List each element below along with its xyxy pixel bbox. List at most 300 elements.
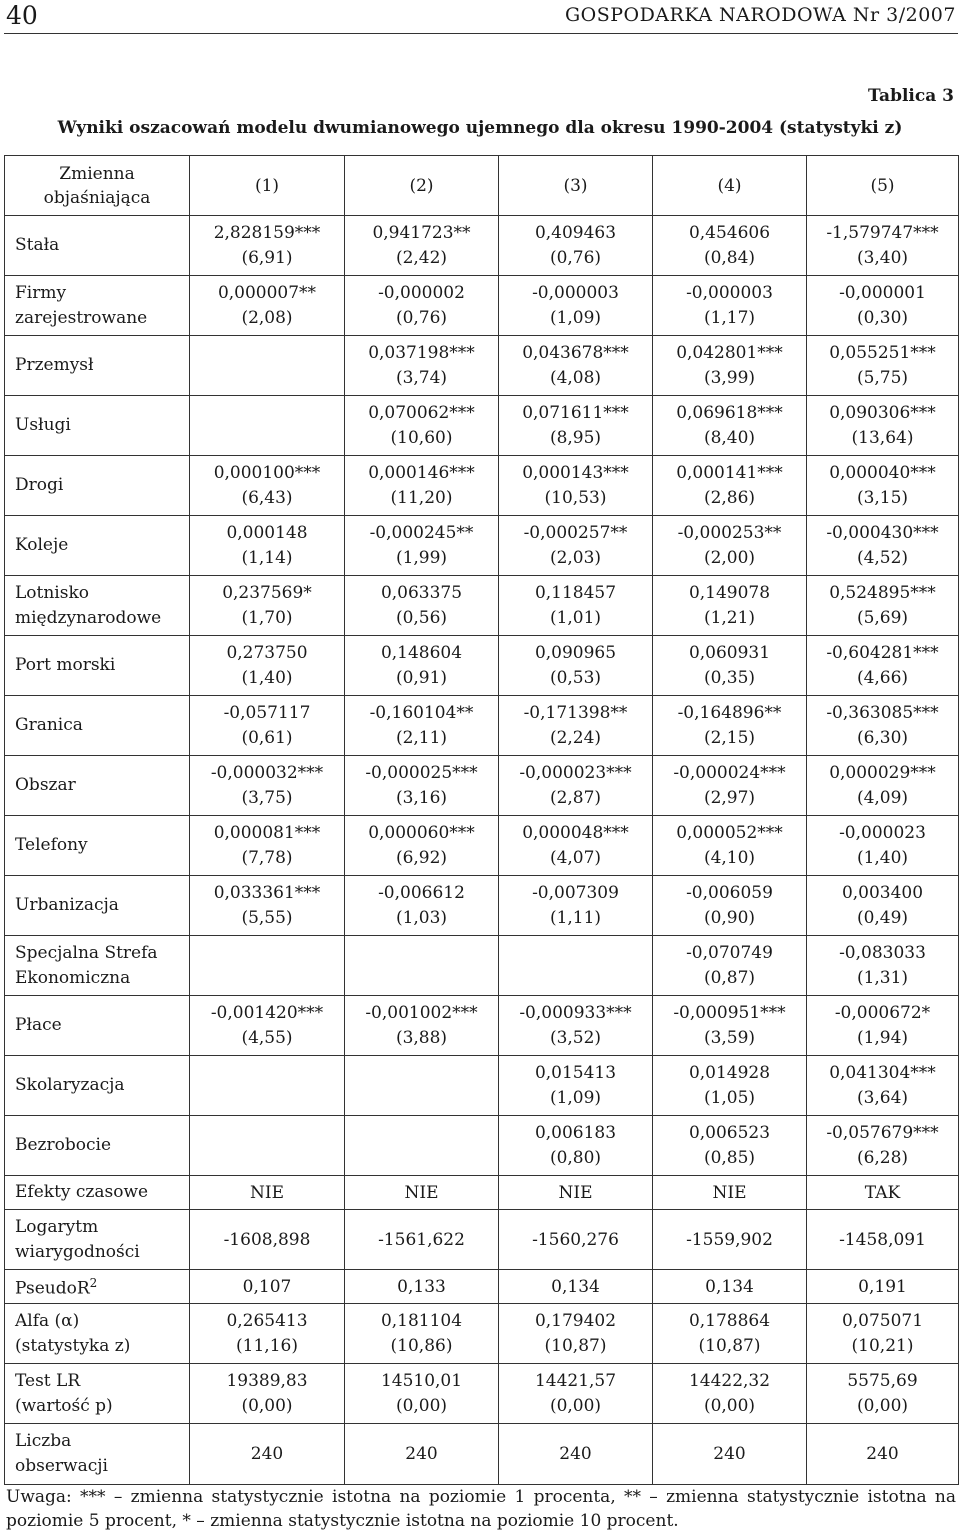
table-cell	[807, 756, 959, 816]
lr-statistic: 14510,01	[380, 1370, 463, 1391]
z-statistic: (1,09)	[549, 1087, 602, 1108]
lr-statistic: 5575,69	[847, 1370, 918, 1391]
table-cell	[190, 876, 345, 936]
table-cell	[499, 396, 653, 456]
row-label-line: (wartość p)	[15, 1395, 113, 1416]
row-label	[5, 1056, 190, 1116]
coefficient: 0,179402	[534, 1310, 617, 1331]
page-header	[0, 0, 960, 30]
row-label-line: Obszar	[15, 775, 76, 795]
z-statistic: (1,40)	[856, 847, 909, 868]
coefficient: 0,000148	[226, 522, 308, 543]
table-cell	[499, 1056, 653, 1116]
z-statistic: (6,43)	[241, 487, 293, 508]
table-cell	[499, 516, 653, 576]
z-statistic: (1,05)	[703, 1087, 756, 1108]
table-row	[5, 816, 959, 876]
table-cell	[190, 756, 345, 816]
coefficient: 0,454606	[688, 222, 771, 243]
table-cell	[499, 816, 653, 876]
coefficient: 0,273750	[226, 642, 308, 663]
z-statistic: (0,76)	[395, 307, 448, 328]
table-cell	[499, 936, 653, 996]
row-label-line: zarejestrowane	[15, 307, 148, 328]
observations-row	[5, 1424, 959, 1485]
coefficient: -0,000032***	[210, 762, 324, 783]
z-statistic: (0,76)	[549, 247, 602, 268]
z-statistic: (1,99)	[395, 547, 448, 568]
z-statistic: (10,87)	[544, 1335, 607, 1356]
z-statistic: (10,86)	[390, 1335, 453, 1356]
row-label	[5, 936, 190, 996]
table-note: Uwaga: *** – zmienna statystycznie istotna na poziomie 1 procenta, ** – zmienna statystycznie istotna na poziomie 5 procent, * – zmienna statystycznie istotna na poziomie 10 procent.	[6, 1487, 956, 1531]
z-statistic: (0,90)	[703, 907, 756, 928]
table-cell: 240	[807, 1424, 959, 1485]
coefficient: 0,006523	[688, 1122, 771, 1143]
coefficient: -0,001002***	[365, 1002, 478, 1023]
z-statistic: (13,64)	[851, 427, 914, 448]
row-label: Efekty czasowe	[5, 1176, 190, 1210]
z-statistic: (0,91)	[395, 667, 448, 688]
table-cell: NIE	[653, 1176, 807, 1210]
z-statistic: (0,87)	[703, 967, 756, 988]
z-statistic: (10,87)	[698, 1335, 761, 1356]
table-cell	[190, 216, 345, 276]
z-statistic: (1,03)	[395, 907, 448, 928]
coefficient: -0,000003	[686, 282, 773, 303]
table-cell	[190, 816, 345, 876]
coefficient: 0,000060***	[368, 822, 475, 843]
table-cell	[653, 396, 807, 456]
coefficient: 0,118457	[534, 582, 617, 603]
z-statistic: (4,52)	[856, 547, 909, 568]
z-statistic: (3,74)	[395, 367, 448, 388]
coefficient: 0,000146***	[368, 462, 475, 483]
row-label-line: Test LR	[15, 1370, 81, 1391]
coefficient: 0,237569*	[222, 582, 312, 603]
table-cell	[807, 936, 959, 996]
coefficient: -0,000024***	[673, 762, 786, 783]
table-cell	[499, 1364, 653, 1424]
row-label	[5, 576, 190, 636]
z-statistic: (2,00)	[703, 547, 756, 568]
model-header: (4)	[653, 156, 807, 216]
z-statistic: (1,14)	[241, 547, 293, 568]
table-cell	[653, 876, 807, 936]
coefficient: 0,148604	[380, 642, 463, 663]
table-row	[5, 756, 959, 816]
z-statistic: (2,11)	[395, 727, 448, 748]
coefficient: -0,000253**	[677, 522, 782, 543]
z-statistic: (3,75)	[241, 787, 293, 808]
coefficient: -0,604281***	[826, 642, 939, 663]
coefficient: 0,000048***	[522, 822, 629, 843]
variable-header	[5, 156, 190, 216]
table-row	[5, 636, 959, 696]
z-statistic: (2,24)	[549, 727, 602, 748]
table-cell	[807, 516, 959, 576]
statistics-rows	[5, 1176, 959, 1485]
table-cell	[190, 636, 345, 696]
coefficient: -0,057117	[223, 702, 311, 723]
table-cell	[807, 336, 959, 396]
page-number: 40	[6, 0, 38, 30]
coefficient: 0,181104	[380, 1310, 463, 1331]
coefficient: -0,000023	[839, 822, 926, 843]
coefficient: 0,014928	[688, 1062, 771, 1083]
table-cell: -1560,276	[499, 1210, 653, 1270]
z-statistic: (1,17)	[703, 307, 756, 328]
coefficient: 0,000143***	[522, 462, 629, 483]
table-cell	[190, 516, 345, 576]
row-label-line: obserwacji	[15, 1456, 108, 1476]
coefficient: 0,043678***	[522, 342, 629, 363]
coefficient: -0,000430***	[826, 522, 939, 543]
z-statistic: (1,31)	[856, 967, 909, 988]
table-cell	[807, 1116, 959, 1176]
table-cell	[499, 636, 653, 696]
z-statistic: (1,21)	[703, 607, 756, 628]
table-cell	[653, 216, 807, 276]
z-statistic: (4,08)	[549, 367, 602, 388]
table-cell	[499, 336, 653, 396]
table-row	[5, 216, 959, 276]
table-row	[5, 696, 959, 756]
table-cell: -1561,622	[345, 1210, 499, 1270]
row-label	[5, 1364, 190, 1424]
table-row	[5, 876, 959, 936]
lr-test-row	[5, 1364, 959, 1424]
table-cell	[345, 216, 499, 276]
z-statistic: (2,86)	[703, 487, 756, 508]
table-cell	[653, 456, 807, 516]
table-cell	[499, 1304, 653, 1364]
table-cell	[345, 576, 499, 636]
coefficient: 0,063375	[380, 582, 463, 603]
z-statistic: (3,88)	[395, 1027, 448, 1048]
table-cell	[653, 996, 807, 1056]
row-label	[5, 516, 190, 576]
table-cell	[190, 1116, 345, 1176]
table-cell	[653, 936, 807, 996]
coefficient: 0,000040***	[829, 462, 936, 483]
table-cell	[807, 696, 959, 756]
table-cell: NIE	[499, 1176, 653, 1210]
coefficient: 0,524895***	[829, 582, 936, 603]
header-rule	[4, 33, 958, 34]
row-label-line: Koleje	[15, 535, 69, 555]
table-cell	[653, 1364, 807, 1424]
coefficient: -0,006059	[686, 882, 773, 903]
row-label	[5, 216, 190, 276]
z-statistic: (5,55)	[241, 907, 293, 928]
coefficient: 0,015413	[534, 1062, 617, 1083]
table-cell	[345, 996, 499, 1056]
row-label	[5, 876, 190, 936]
table-cell	[807, 1304, 959, 1364]
z-statistic: (1,94)	[856, 1027, 909, 1048]
row-label-line: Specjalna Strefa	[15, 942, 158, 963]
model-header: (3)	[499, 156, 653, 216]
coefficient: 0,000141***	[676, 462, 783, 483]
table-cell	[653, 816, 807, 876]
table-cell: 0,134	[653, 1270, 807, 1304]
coefficient: -0,164896**	[677, 702, 782, 723]
table-cell	[807, 1364, 959, 1424]
coefficient: -0,000933***	[519, 1002, 632, 1023]
table-cell	[499, 996, 653, 1056]
row-label-line: Płace	[15, 1015, 62, 1035]
table-cell	[499, 696, 653, 756]
row-label	[5, 336, 190, 396]
row-label-line: Granica	[15, 715, 83, 735]
coefficient: 0,090306***	[829, 402, 936, 423]
table-row	[5, 456, 959, 516]
table-cell	[345, 336, 499, 396]
table-row	[5, 1116, 959, 1176]
table-row	[5, 516, 959, 576]
model-header: (1)	[190, 156, 345, 216]
z-statistic: (1,40)	[241, 667, 293, 688]
journal-title: GOSPODARKA NARODOWA Nr 3/2007	[564, 4, 956, 26]
lr-statistic: 14422,32	[688, 1370, 771, 1391]
coefficient: -0,000257**	[523, 522, 628, 543]
table-cell	[190, 336, 345, 396]
z-statistic: (2,42)	[395, 247, 448, 268]
row-label-line: Port morski	[15, 655, 116, 675]
row-label-line: Liczba	[15, 1431, 72, 1451]
table-cell	[807, 816, 959, 876]
pseudo-r2-row	[5, 1270, 959, 1304]
table-cell	[653, 1056, 807, 1116]
model-header: (2)	[345, 156, 499, 216]
table-cell	[653, 516, 807, 576]
z-statistic: (0,85)	[703, 1147, 756, 1168]
row-label-line: Lotnisko	[15, 582, 90, 603]
row-label	[5, 696, 190, 756]
coefficient: -0,000002	[378, 282, 465, 303]
table-cell	[653, 276, 807, 336]
row-label-line: Przemysł	[15, 355, 94, 375]
coefficient: 0,000052***	[676, 822, 783, 843]
row-label	[5, 396, 190, 456]
coefficient: 2,828159***	[213, 222, 321, 243]
table-cell	[190, 996, 345, 1056]
p-value: (0,00)	[395, 1395, 448, 1416]
header-row	[5, 156, 959, 216]
z-statistic: (4,07)	[549, 847, 602, 868]
table-cell	[345, 816, 499, 876]
coefficient: -0,001420***	[210, 1002, 324, 1023]
row-label-line: Alfa (α)	[15, 1310, 80, 1331]
table-cell: 0,134	[499, 1270, 653, 1304]
coefficient: 0,037198***	[368, 342, 475, 363]
row-label	[5, 816, 190, 876]
table-cell: -1608,898	[190, 1210, 345, 1270]
coefficient: 0,178864	[688, 1310, 771, 1331]
row-label	[5, 996, 190, 1056]
z-statistic: (10,60)	[390, 427, 453, 448]
table-cell	[499, 876, 653, 936]
p-value: (0,00)	[549, 1395, 602, 1416]
coefficient: -1,579747***	[826, 222, 939, 243]
coefficient: 0,069618***	[676, 402, 783, 423]
row-label-line: wiarygodności	[15, 1241, 140, 1262]
coefficient: -0,007309	[532, 882, 619, 903]
coefficient: 0,006183	[534, 1122, 617, 1143]
table-cell: 240	[653, 1424, 807, 1485]
table-cell	[190, 696, 345, 756]
table-cell: NIE	[345, 1176, 499, 1210]
table-cell	[345, 876, 499, 936]
table-cell	[345, 396, 499, 456]
z-statistic: (10,21)	[851, 1335, 914, 1356]
table-cell	[190, 1056, 345, 1116]
model-header: (5)	[807, 156, 959, 216]
table-cell: 0,107	[190, 1270, 345, 1304]
row-label	[5, 1116, 190, 1176]
coefficient: 0,409463	[534, 222, 617, 243]
row-label-line: Ekonomiczna	[15, 967, 131, 988]
row-label-line: Usługi	[15, 415, 71, 435]
table-cell	[653, 696, 807, 756]
z-statistic: (0,56)	[395, 607, 448, 628]
z-statistic: (5,69)	[856, 607, 909, 628]
table-cell	[345, 456, 499, 516]
z-statistic: (0,49)	[856, 907, 909, 928]
row-label-line: Stała	[15, 235, 60, 255]
table-cell: 0,191	[807, 1270, 959, 1304]
row-label-line: Drogi	[15, 475, 64, 495]
p-value: (0,00)	[241, 1395, 293, 1416]
table-row	[5, 576, 959, 636]
z-statistic: (2,97)	[703, 787, 756, 808]
z-statistic: (11,20)	[390, 487, 453, 508]
row-label	[5, 1210, 190, 1270]
coefficient: 0,090965	[534, 642, 617, 663]
z-statistic: (0,30)	[856, 307, 909, 328]
coefficient: 0,055251***	[829, 342, 936, 363]
table-cell	[807, 1056, 959, 1116]
coefficient: 0,941723**	[372, 222, 471, 243]
table-cell	[807, 456, 959, 516]
table-cell	[807, 276, 959, 336]
table-cell	[807, 636, 959, 696]
coefficient: 0,033361***	[213, 882, 321, 903]
table-cell	[499, 756, 653, 816]
table-cell	[653, 1116, 807, 1176]
z-statistic: (2,87)	[549, 787, 602, 808]
z-statistic: (11,16)	[236, 1335, 298, 1356]
row-label	[5, 1424, 190, 1485]
table-cell	[807, 876, 959, 936]
table-cell	[345, 1304, 499, 1364]
table-title: Wyniki oszacowań modelu dwumianowego ujemnego dla okresu 1990-2004 (statystyki z)	[57, 118, 903, 138]
coefficient: -0,057679***	[826, 1122, 939, 1143]
table-cell: 240	[499, 1424, 653, 1485]
coefficient: 0,041304***	[829, 1062, 936, 1083]
row-label-line: Telefony	[15, 835, 88, 855]
z-statistic: (1,01)	[549, 607, 602, 628]
z-statistic: (1,70)	[241, 607, 293, 628]
z-statistic: (3,16)	[395, 787, 448, 808]
z-statistic: (0,61)	[241, 727, 293, 748]
z-statistic: (2,08)	[241, 307, 293, 328]
row-label	[5, 1270, 190, 1304]
z-statistic: (0,53)	[549, 667, 602, 688]
z-statistic: (6,92)	[395, 847, 448, 868]
p-value: (0,00)	[703, 1395, 756, 1416]
lr-statistic: 14421,57	[534, 1370, 617, 1391]
log-likelihood-row	[5, 1210, 959, 1270]
row-label	[5, 636, 190, 696]
coefficient: 0,265413	[226, 1310, 308, 1331]
coefficient: -0,000245**	[369, 522, 474, 543]
z-statistic: (3,15)	[856, 487, 909, 508]
row-label-superscript: 2	[89, 1276, 98, 1291]
table-cell	[653, 336, 807, 396]
coefficient: -0,000001	[839, 282, 926, 303]
coefficient: -0,070749	[686, 942, 773, 963]
table-row	[5, 1056, 959, 1116]
coefficient: -0,160104**	[369, 702, 474, 723]
table-row	[5, 396, 959, 456]
table-cell	[345, 636, 499, 696]
table-row	[5, 996, 959, 1056]
z-statistic: (4,55)	[241, 1027, 293, 1048]
row-label-line: międzynarodowe	[15, 607, 162, 628]
table-cell	[807, 576, 959, 636]
row-label-text: PseudoR	[15, 1278, 90, 1299]
coefficient: 0,070062***	[368, 402, 475, 423]
z-statistic: (4,09)	[856, 787, 909, 808]
table-cell	[499, 576, 653, 636]
coefficient: 0,149078	[688, 582, 771, 603]
table-cell	[190, 396, 345, 456]
table-cell: -1458,091	[807, 1210, 959, 1270]
z-statistic: (0,84)	[703, 247, 756, 268]
z-statistic: (0,80)	[549, 1147, 602, 1168]
coefficient: -0,000025***	[365, 762, 478, 783]
table-cell: 240	[190, 1424, 345, 1485]
table-label: Tablica 3	[868, 86, 954, 106]
table-cell	[345, 516, 499, 576]
table-cell	[190, 936, 345, 996]
coefficient: 0,000007**	[217, 282, 317, 303]
variable-header-line: Zmienna	[59, 163, 135, 184]
table-cell	[653, 576, 807, 636]
z-statistic: (3,99)	[703, 367, 756, 388]
coefficient: 0,071611***	[522, 402, 629, 423]
table-cell	[190, 1304, 345, 1364]
table-row	[5, 276, 959, 336]
table-cell	[190, 576, 345, 636]
table-row	[5, 336, 959, 396]
row-label-line: Urbanizacja	[15, 895, 119, 915]
coefficient: 0,000029***	[829, 762, 936, 783]
lr-statistic: 19389,83	[226, 1370, 308, 1391]
coefficient: 0,075071	[841, 1310, 924, 1331]
table-cell	[190, 276, 345, 336]
table-cell	[345, 1364, 499, 1424]
coefficient: 0,003400	[841, 882, 924, 903]
row-label	[5, 276, 190, 336]
table-cell: NIE	[190, 1176, 345, 1210]
table-row	[5, 936, 959, 996]
coefficient: -0,171398**	[523, 702, 628, 723]
table-cell	[499, 276, 653, 336]
coefficient: -0,363085***	[826, 702, 939, 723]
